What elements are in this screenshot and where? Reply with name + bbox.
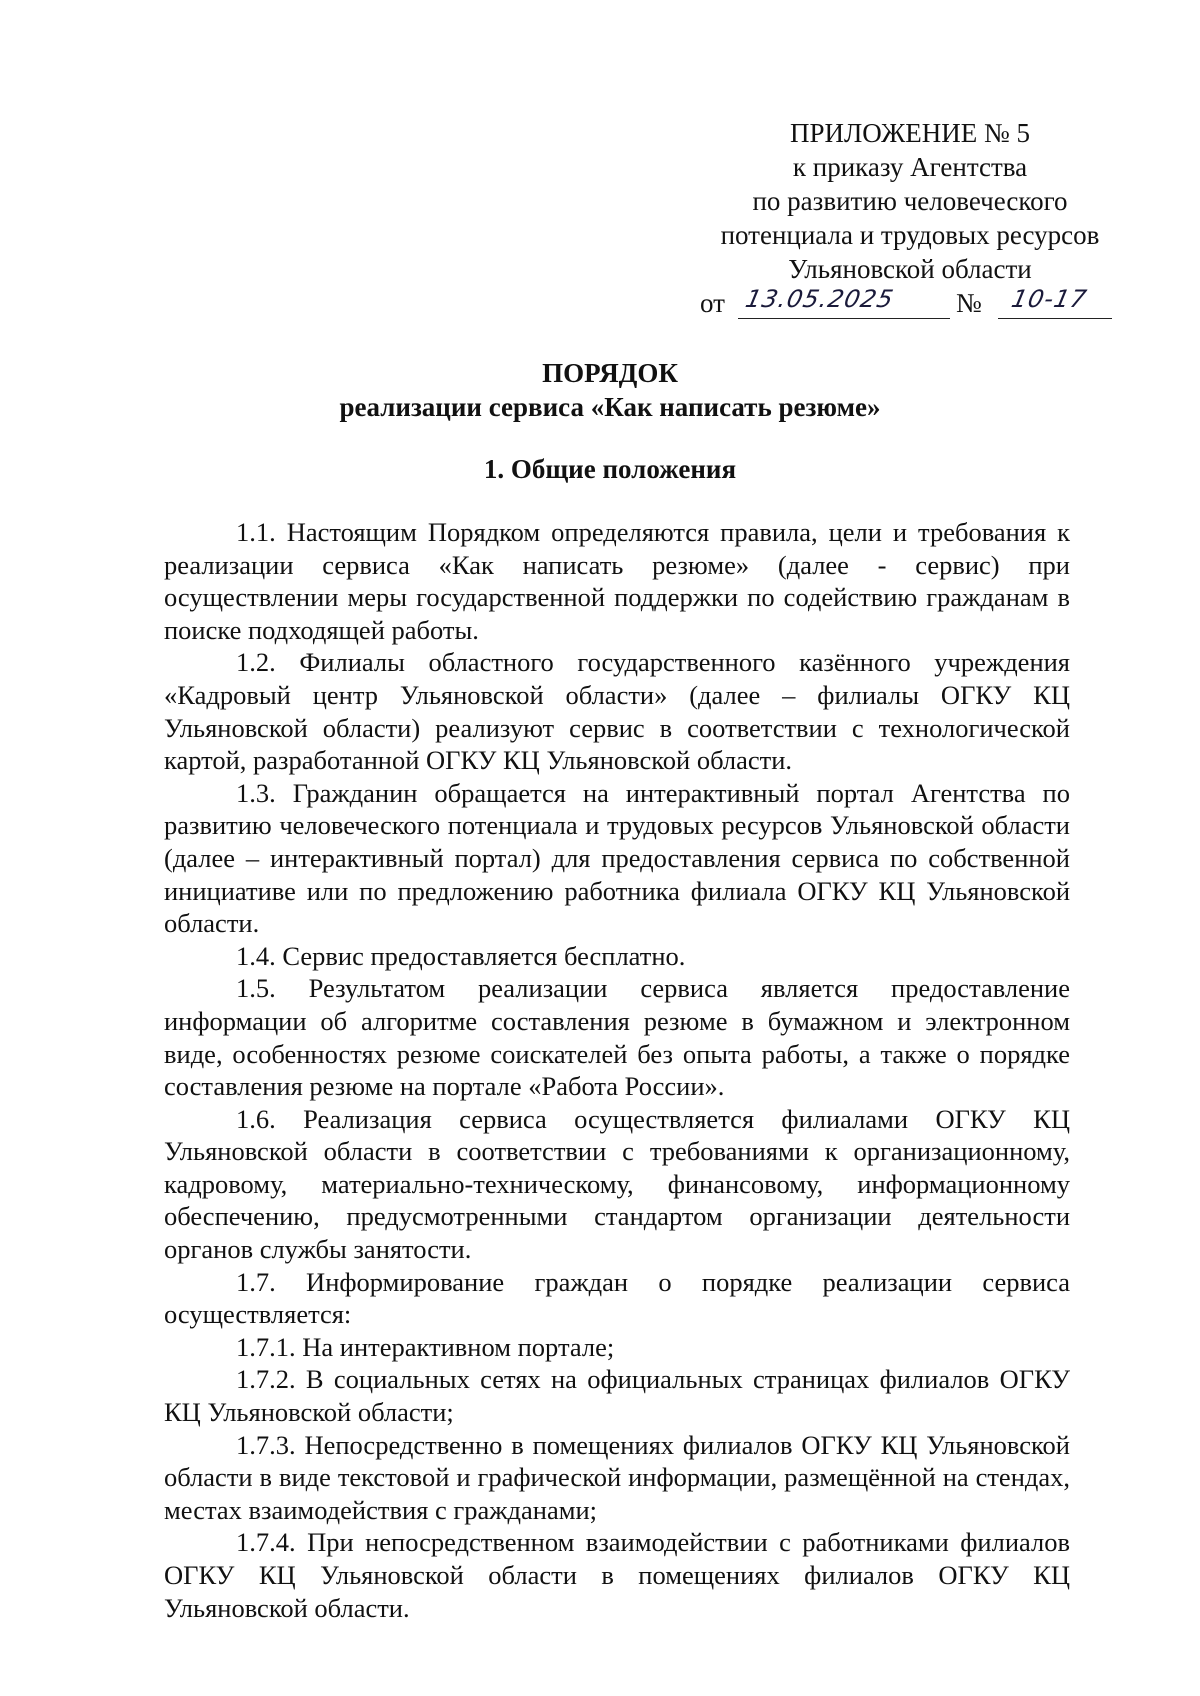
paragraph-1-7-1: 1.7.1. На интерактивном портале;	[236, 1331, 615, 1362]
section-title: 1. Общие положения	[483, 454, 737, 484]
paragraph-1-1: 1.1. Настоящим Порядком определяются правила, цели и требования к реализации сервиса «Как написать резюме» (далее - сервис) при осуществлении меры государственной поддержки по содействию гражданам в поиске подходящей работы.	[164, 517, 1070, 645]
handwritten-number: 10-17	[1009, 285, 1090, 313]
paragraph-1-4: 1.4. Сервис предоставляется бесплатно.	[236, 940, 686, 971]
order-date-number-line	[700, 286, 1120, 322]
handwritten-date: 13.05.2025	[743, 285, 897, 313]
appendix-to-order: к приказу Агентства	[792, 152, 1028, 182]
appendix-agency-line2: потенциала и трудовых ресурсов	[720, 220, 1100, 250]
appendix-title: ПРИЛОЖЕНИЕ № 5	[789, 118, 1031, 148]
paragraph-1-3: 1.3. Гражданин обращается на интерактивный портал Агентства по развитию человеческого потенциала и трудовых ресурсов Ульяновской области (далее – интерактивный портал) для предоставления сервиса по собственной инициативе или по предложению работника филиала ОГКУ КЦ Ульяновской области.	[164, 777, 1070, 939]
number-label: №	[956, 288, 982, 318]
document-subtitle: реализации сервиса «Как написать резюме»	[339, 392, 881, 422]
date-field	[738, 286, 950, 319]
paragraph-1-7: 1.7. Информирование граждан о порядке реализации сервиса осуществляется:	[164, 1266, 1070, 1330]
appendix-header	[700, 116, 1120, 286]
paragraph-1-2: 1.2. Филиалы областного государственного казённого учреждения «Кадровый центр Ульяновской области» (далее – филиалы ОГКУ КЦ Ульяновской области) реализуют сервис в соответствии с технологической картой, разработанной ОГКУ КЦ Ульяновской области.	[164, 647, 1070, 776]
document-title: ПОРЯДОК	[542, 358, 678, 388]
paragraph-1-6: 1.6. Реализация сервиса осуществляется филиалами ОГКУ КЦ Ульяновской области в соответствии с требованиями к организационному, кадровому, материально-техническому, финансовому, информационному обеспечению, предусмотренными стандартом организации деятельности органов службы занятости.	[164, 1103, 1070, 1265]
appendix-region: Ульяновской области	[788, 254, 1032, 284]
paragraph-1-7-4: 1.7.4. При непосредственном взаимодействии с работниками филиалов ОГКУ КЦ Ульяновской области в помещениях филиалов ОГКУ КЦ Ульяновской области.	[164, 1527, 1070, 1623]
date-label: от	[700, 288, 725, 318]
paragraph-1-7-2: 1.7.2. В социальных сетях на официальных страницах филиалов ОГКУ КЦ Ульяновской области;	[164, 1364, 1070, 1428]
paragraph-1-7-3: 1.7.3. Непосредственно в помещениях филиалов ОГКУ КЦ Ульяновской области в виде текстовой и графической информации, размещённой на стендах, местах взаимодействия с гражданами;	[164, 1429, 1070, 1525]
number-field	[998, 286, 1112, 319]
document-body	[164, 516, 1070, 1624]
appendix-agency-line1: по развитию человеческого	[752, 186, 1068, 216]
paragraph-1-5: 1.5. Результатом реализации сервиса является предоставление информации об алгоритме составления резюме в бумажном и электронном виде, особенностях резюме соискателей без опыта работы, а также о порядке составления резюме на портале «Работа России».	[164, 973, 1070, 1102]
